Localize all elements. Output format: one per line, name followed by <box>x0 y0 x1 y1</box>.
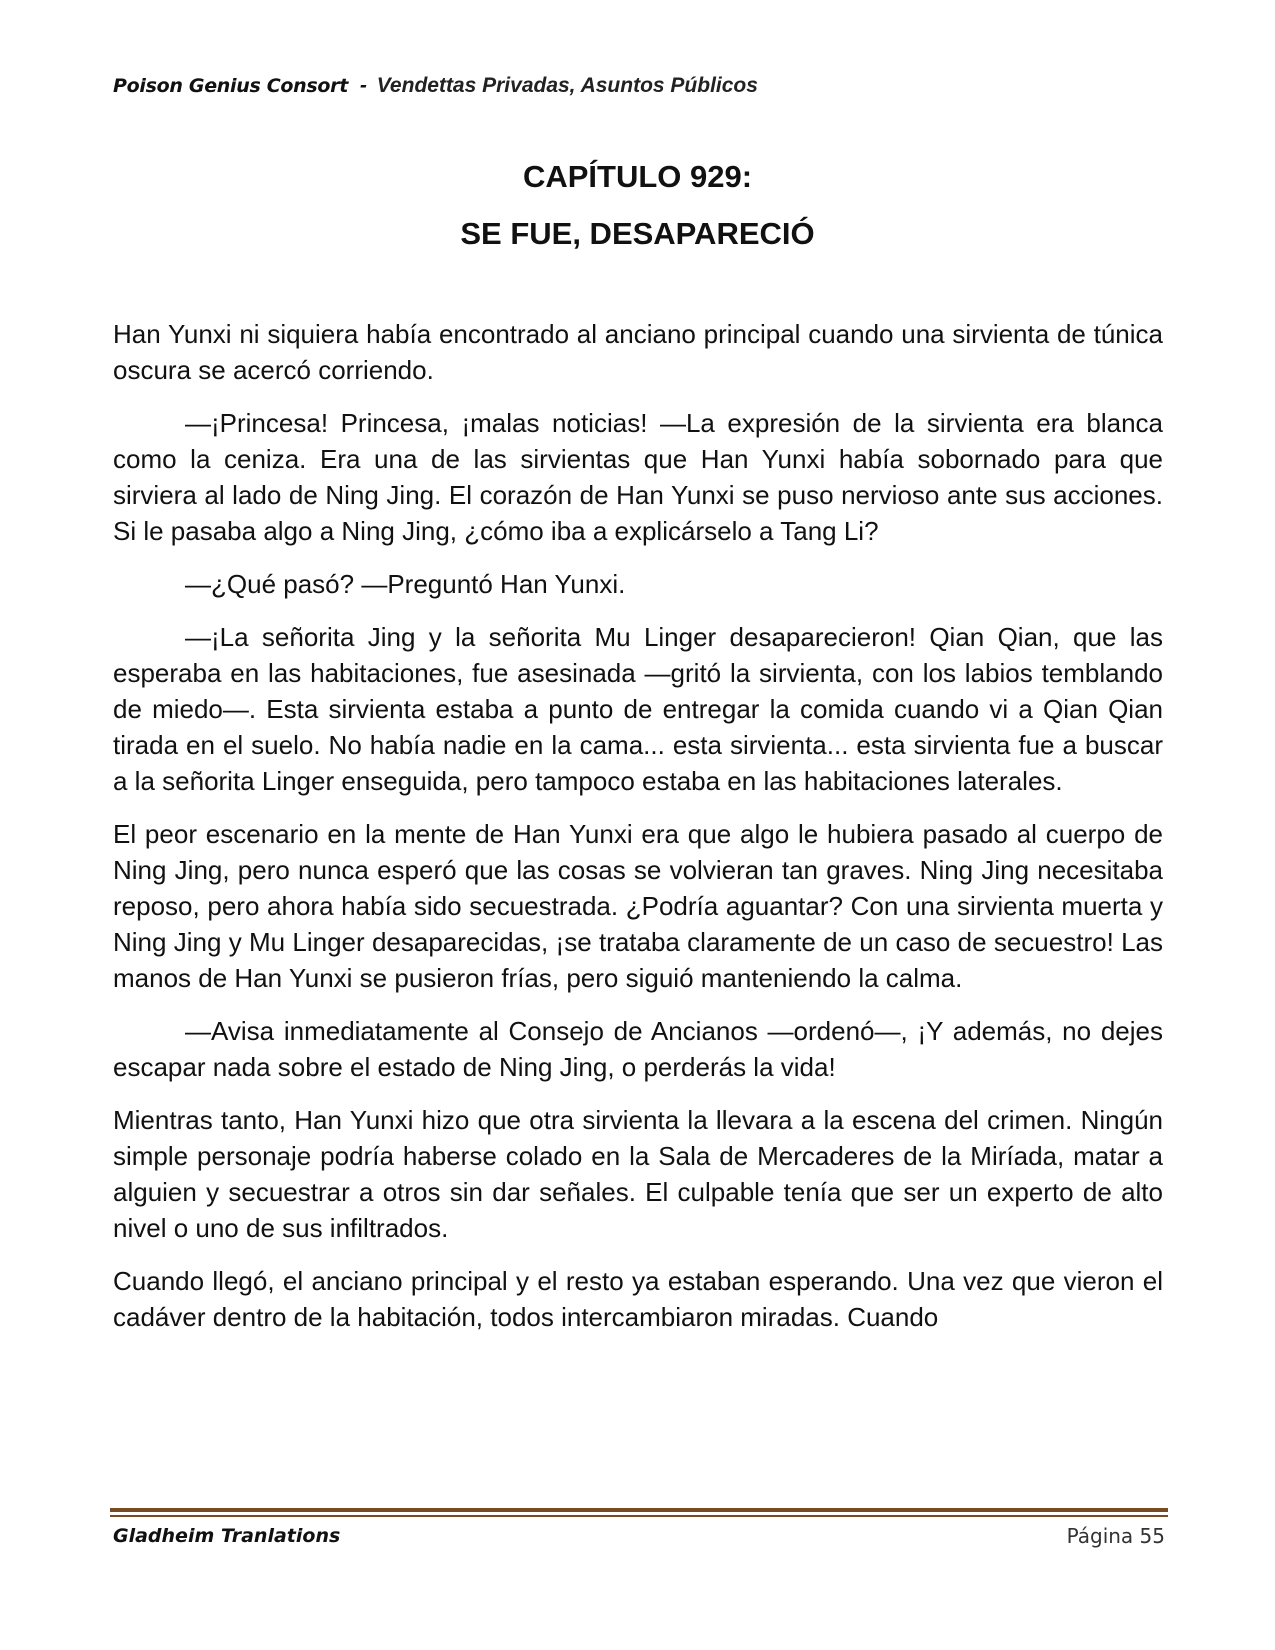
book-title: Vendettas Privadas, Asuntos Públicos <box>376 74 758 97</box>
footer-publisher: Gladheim Tranlations <box>113 1525 341 1547</box>
footer-divider <box>110 1508 1168 1518</box>
running-header <box>113 74 758 98</box>
body-paragraph: Mientras tanto, Han Yunxi hizo que otra sirvienta la llevara a la escena del crimen. Ningún simple personaje podría haberse colado en la Sala de Mercaderes de la Miríada, matar a alguien y secuestrar a otros sin dar señales. El culpable tenía que ser un experto de alto nivel o uno de sus infiltrados. <box>113 1105 1163 1243</box>
body-paragraph: Cuando llegó, el anciano principal y el resto ya estaban esperando. Una vez que vieron el cadáver dentro de la habitación, todos intercambiaron miradas. Cuando <box>113 1266 1163 1332</box>
page-label: Página <box>1066 1524 1134 1548</box>
body-paragraph: —¿Qué pasó? —Preguntó Han Yunxi. <box>185 569 626 599</box>
footer-divider-thin <box>110 1515 1168 1517</box>
page-number-value: 55 <box>1139 1524 1165 1548</box>
chapter-number: CAPÍTULO 929: <box>522 159 753 194</box>
series-title: Poison Genius Consort <box>113 75 349 97</box>
body-paragraph: —Avisa inmediatamente al Consejo de Ancianos —ordenó—, ¡Y además, no dejes escapar nada sobre el estado de Ning Jing, o perderás la vida! <box>113 1016 1163 1082</box>
footer-divider-thick <box>110 1508 1168 1512</box>
body-paragraph: El peor escenario en la mente de Han Yunxi era que algo le hubiera pasado al cuerpo de Ning Jing, pero nunca esperó que las cosas se volvieran tan graves. Ning Jing necesitaba reposo, pero ahora había sido secuestrada. ¿Podría aguantar? Con una sirvienta muerta y Ning Jing y Mu Linger desaparecidas, ¡se trataba claramente de un caso de secuestro! Las manos de Han Yunxi se pusieron frías, pero siguió manteniendo la calma. <box>113 819 1163 993</box>
body-paragraph: —¡La señorita Jing y la señorita Mu Linger desaparecieron! Qian Qian, que las esperaba en las habitaciones, fue asesinada —gritó la sirvienta, con los labios temblando de miedo—. Esta sirvienta estaba a punto de entregar la comida cuando vi a Qian Qian tirada en el suelo. No había nadie en la cama... esta sirvienta... esta sirvienta fue a buscar a la señorita Linger enseguida, pero tampoco estaba en las habitaciones laterales. <box>113 622 1163 796</box>
chapter-heading <box>0 148 1275 262</box>
chapter-title: SE FUE, DESAPARECIÓ <box>460 216 815 251</box>
header-separator: - <box>359 74 367 97</box>
body-paragraph: —¡Princesa! Princesa, ¡malas noticias! —La expresión de la sirvienta era blanca como la ceniza. Era una de las sirvientas que Han Yunxi había sobornado para que sirviera al lado de Ning Jing. El corazón de Han Yunxi se puso nervioso ante sus acciones. Si le pasaba algo a Ning Jing, ¿cómo iba a explicárselo a Tang Li? <box>113 408 1163 546</box>
chapter-body <box>113 316 1163 1352</box>
page-number <box>1067 1524 1165 1548</box>
body-paragraph: Han Yunxi ni siquiera había encontrado al anciano principal cuando una sirvienta de túnica oscura se acercó corriendo. <box>113 319 1163 385</box>
